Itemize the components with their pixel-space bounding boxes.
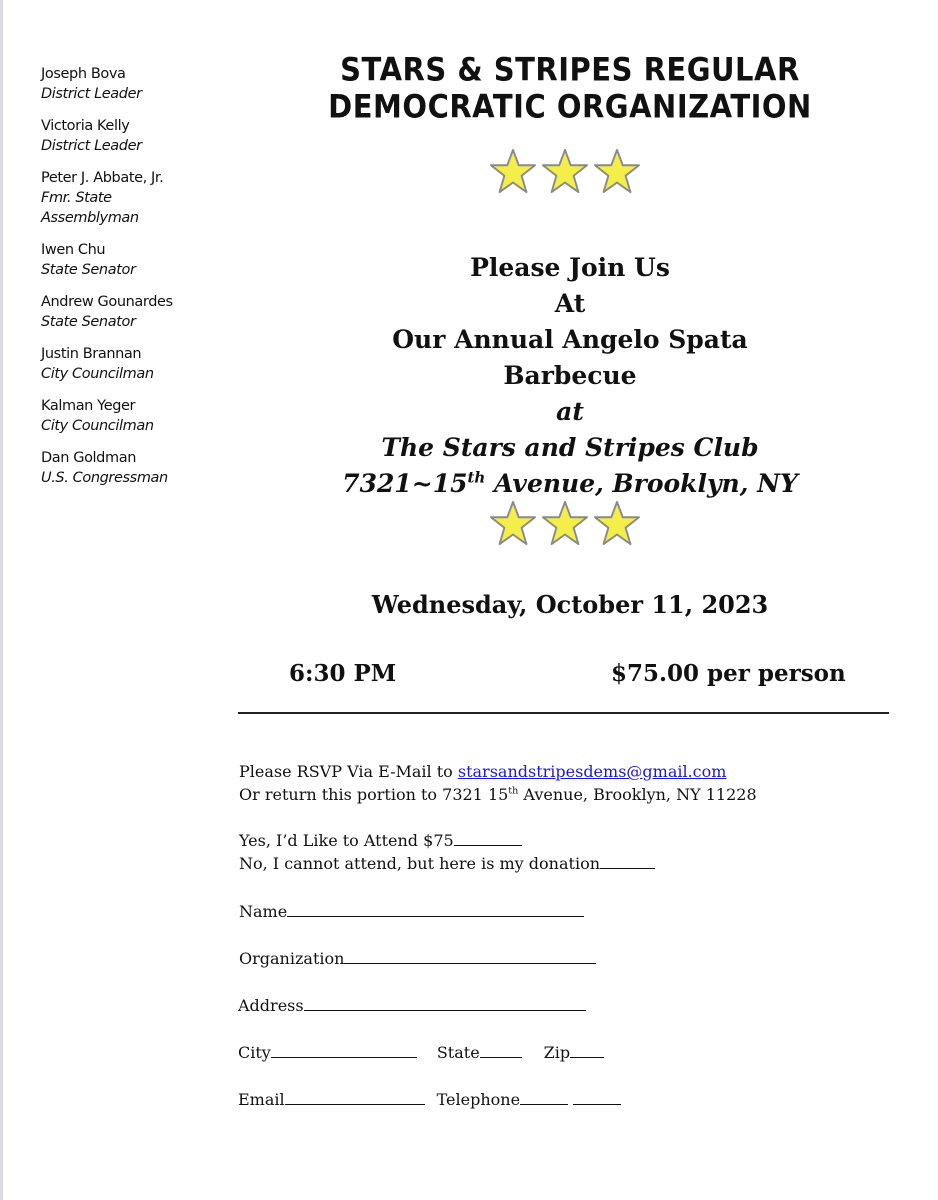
official: [41, 116, 231, 156]
official-role: U.S. Congressman: [41, 470, 168, 486]
name-blank[interactable]: [287, 902, 584, 917]
return-text: Or return this portion to 7321 15: [239, 785, 509, 804]
star-icon: [593, 500, 641, 546]
telephone-label: Telephone: [436, 1090, 521, 1109]
ordinal-suffix: th: [467, 468, 486, 487]
address-field-row: [238, 996, 586, 1015]
star-icon: [593, 148, 641, 194]
organization-title: [250, 51, 890, 126]
event-date: Wednesday, October 11, 2023: [371, 590, 769, 619]
official-name: Dan Goldman: [41, 450, 136, 466]
official: [41, 396, 231, 436]
zip-blank[interactable]: [570, 1043, 604, 1058]
star-icon: [541, 500, 589, 546]
donate-option: [239, 852, 757, 875]
official: [41, 292, 231, 332]
official-name: Victoria Kelly: [41, 118, 130, 134]
event-time: 6:30 PM: [289, 660, 397, 687]
name-field-row: [239, 902, 584, 921]
telephone-blank[interactable]: [573, 1090, 621, 1105]
invite-line: At: [554, 289, 586, 318]
stars-row-bottom: [480, 500, 650, 546]
official-name: Andrew Gounardes: [41, 294, 173, 310]
ordinal-suffix: th: [508, 785, 519, 797]
city-blank[interactable]: [271, 1043, 417, 1058]
official-role: State Senator: [41, 262, 136, 278]
official-role: District Leader: [41, 86, 142, 102]
rsvp-instructions: [239, 760, 757, 875]
official: [41, 344, 231, 384]
city-state-zip-row: [238, 1043, 604, 1062]
official: [41, 168, 231, 228]
official: [41, 448, 231, 488]
official-role: Fmr. State Assemblyman: [41, 190, 139, 226]
address-part: Avenue, Brooklyn, NY: [485, 469, 798, 498]
ticket-price: $75.00 per person: [611, 660, 846, 687]
officials-list: [41, 64, 231, 500]
official-name: Justin Brannan: [41, 346, 142, 362]
star-icon: [541, 148, 589, 194]
invite-line: Please Join Us: [470, 253, 670, 282]
official-role: District Leader: [41, 138, 142, 154]
page-edge: [0, 0, 3, 1200]
divider: [238, 712, 889, 714]
official: [41, 64, 231, 104]
return-text: Avenue, Brooklyn, NY 11228: [518, 785, 757, 804]
rsvp-email-link[interactable]: starsandstripesdems@gmail.com: [457, 762, 727, 781]
address-blank[interactable]: [304, 996, 586, 1011]
state-label: State: [436, 1043, 480, 1062]
stars-row-top: [480, 148, 650, 194]
official-name: Kalman Yeger: [41, 398, 136, 414]
invite-line: Our Annual Angelo Spata: [392, 325, 748, 354]
attend-option: [239, 829, 757, 852]
organization-blank[interactable]: [344, 949, 596, 964]
invite-line: Barbecue: [503, 361, 637, 390]
invite-line: at: [556, 397, 584, 426]
rsvp-email-line: [239, 760, 757, 783]
email-label: Email: [238, 1090, 285, 1109]
zip-label: Zip: [543, 1043, 571, 1062]
official-name: Joseph Bova: [41, 66, 126, 82]
venue-address: [250, 466, 890, 502]
name-label: Name: [239, 902, 288, 921]
rsvp-text: Please RSVP Via E-Mail to: [239, 762, 458, 781]
title-line: DEMOCRATIC ORGANIZATION: [328, 88, 812, 126]
official-role: State Senator: [41, 314, 136, 330]
city-label: City: [238, 1043, 271, 1062]
official-name: Iwen Chu: [41, 242, 106, 258]
organization-field-row: [239, 949, 596, 968]
return-address-line: [239, 783, 757, 806]
email-telephone-row: [238, 1090, 621, 1109]
email-blank[interactable]: [285, 1090, 425, 1105]
attend-label: Yes, I’d Like to Attend $75: [239, 831, 454, 850]
attend-blank[interactable]: [454, 831, 522, 846]
title-line: STARS & STRIPES REGULAR: [340, 50, 800, 88]
address-label: Address: [238, 996, 304, 1015]
official-role: City Councilman: [41, 418, 154, 434]
official: [41, 240, 231, 280]
telephone-blank[interactable]: [520, 1090, 568, 1105]
organization-label: Organization: [239, 949, 345, 968]
official-role: City Councilman: [41, 366, 154, 382]
venue-name: The Stars and Stripes Club: [381, 433, 759, 462]
address-part: 7321~15: [342, 469, 468, 498]
donate-label: No, I cannot attend, but here is my donation: [239, 854, 601, 873]
star-icon: [489, 500, 537, 546]
invitation-text: [250, 250, 890, 502]
official-name: Peter J. Abbate, Jr.: [41, 170, 164, 186]
donation-blank[interactable]: [600, 854, 655, 869]
state-blank[interactable]: [480, 1043, 522, 1058]
star-icon: [489, 148, 537, 194]
